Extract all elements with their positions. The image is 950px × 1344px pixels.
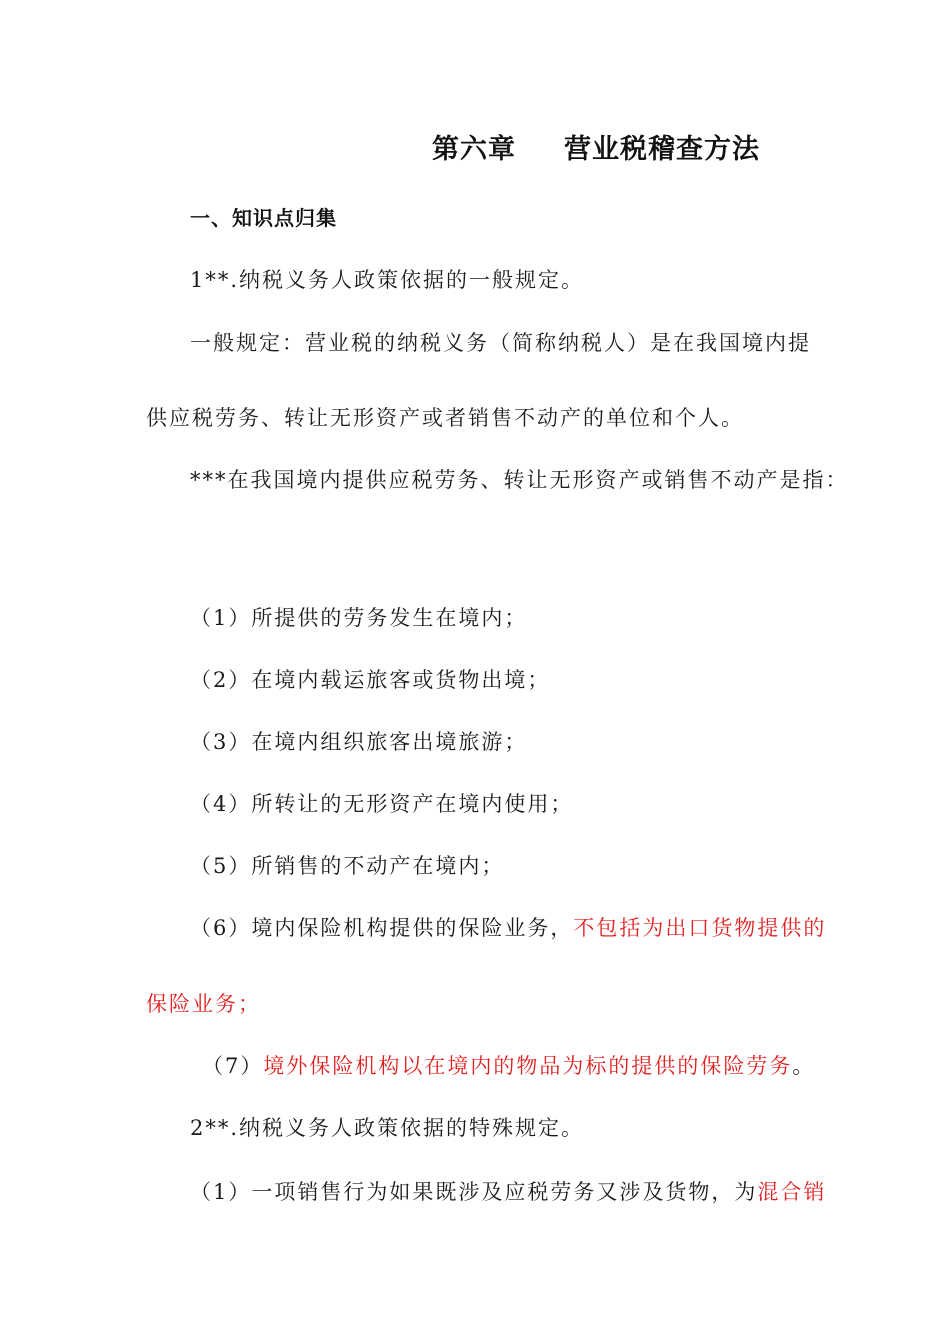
- list-item: （3）在境内组织旅客出境旅游；: [190, 730, 528, 754]
- list-item: （4）所转让的无形资产在境内使用；: [190, 792, 574, 816]
- list-item-7-number: （7）: [202, 1054, 264, 1078]
- special-item-1-text: （1）一项销售行为如果既涉及应税劳务又涉及货物，为: [190, 1180, 758, 1204]
- list-item: （2）在境内载运旅客或货物出境；: [190, 668, 551, 692]
- paragraph-text-line-1: 一般规定：营业税的纳税义务（简称纳税人）是在我国境内提: [190, 331, 811, 355]
- special-item-1-highlight: 混合销: [757, 1180, 827, 1204]
- list-item-7: [202, 1052, 815, 1080]
- chapter-number: 第六章: [432, 134, 516, 165]
- chapter-name: 营业税稽查方法: [564, 134, 760, 165]
- list-item-6-text: （6）境内保险机构提供的保险业务，: [190, 916, 574, 940]
- paragraph-note: ***在我国境内提供应税劳务、转让无形资产或销售不动产是指：: [190, 468, 849, 492]
- list-item-6: [190, 914, 826, 942]
- list-item-7-end: 。: [792, 1054, 816, 1078]
- list-item-6-continuation: 保险业务；: [146, 992, 261, 1016]
- special-item-1: [190, 1178, 826, 1206]
- section-heading: 一、知识点归集: [190, 206, 337, 230]
- paragraph-heading-1: 1**.纳税义务人政策依据的一般规定。: [190, 268, 585, 292]
- list-item-7-highlight: 境外保险机构以在境内的物品为标的提供的保险劳务: [263, 1054, 793, 1078]
- chapter-title: [432, 136, 760, 164]
- list-item-6-highlight: 不包括为出口货物提供的: [573, 916, 827, 940]
- list-item: （5）所销售的不动产在境内；: [190, 854, 505, 878]
- paragraph-text-line-2: 供应税劳务、转让无形资产或者销售不动产的单位和个人。: [146, 406, 744, 430]
- list-item: （1）所提供的劳务发生在境内；: [190, 606, 528, 630]
- paragraph-heading-2: 2**.纳税义务人政策依据的特殊规定。: [190, 1116, 585, 1140]
